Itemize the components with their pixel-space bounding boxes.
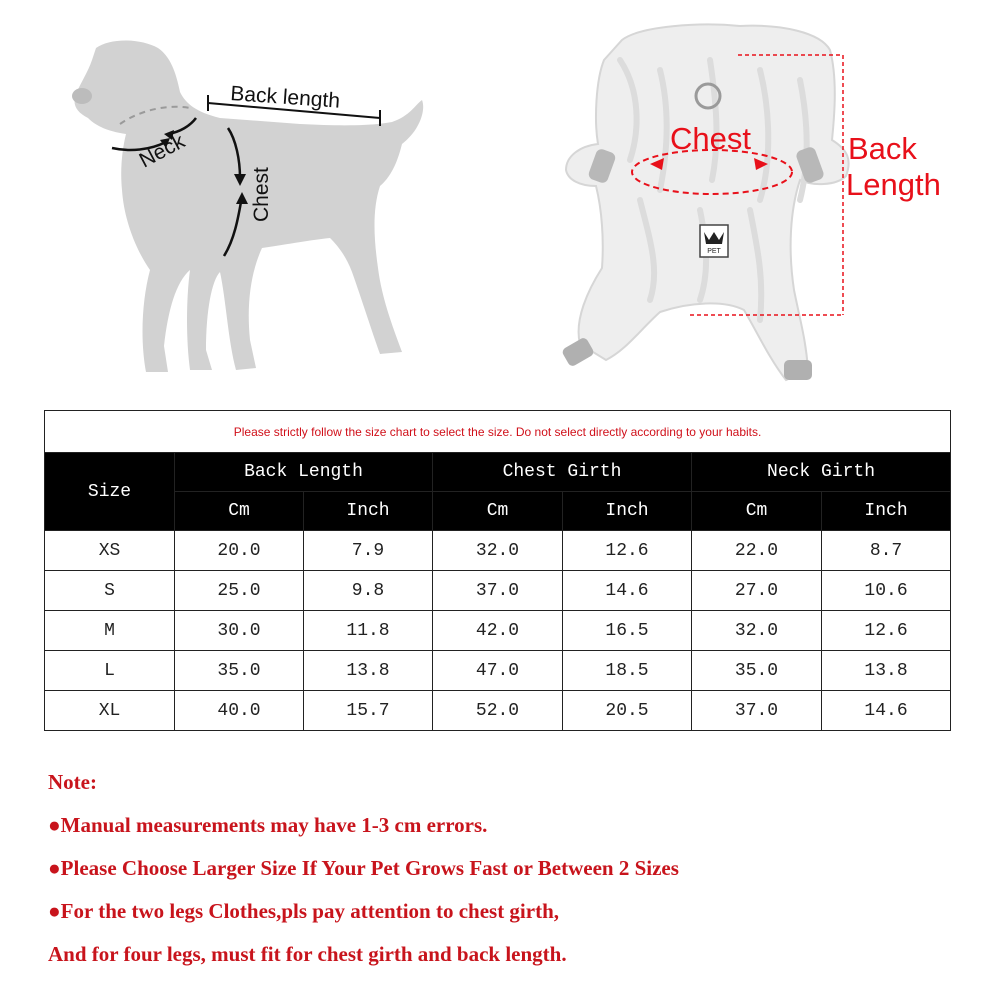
note-line: ●Manual measurements may have 1-3 cm errors.	[48, 813, 488, 837]
table-cell: 16.5	[563, 611, 692, 651]
table-cell: 8.7	[822, 531, 951, 571]
table-row	[45, 611, 951, 651]
table-cell: 13.8	[822, 651, 951, 691]
table-cell: 7.9	[304, 531, 433, 571]
table-cell: 40.0	[175, 691, 304, 731]
coat-image	[561, 25, 941, 380]
table-cell: 37.0	[692, 691, 822, 731]
notes-section	[48, 765, 968, 980]
table-cell: 35.0	[692, 651, 822, 691]
table-cell: 20.0	[175, 531, 304, 571]
table-cell: 18.5	[563, 651, 692, 691]
size-cell: XS	[45, 531, 175, 571]
table-cell: 37.0	[433, 571, 563, 611]
coat-back-label-line2: Length	[846, 167, 941, 202]
table-cell: 15.7	[304, 691, 433, 731]
table-cell: 52.0	[433, 691, 563, 731]
unit-header: Cm	[692, 492, 822, 531]
chest-girth-header: Chest Girth	[433, 453, 692, 492]
size-chart-table	[44, 410, 951, 731]
table-cell: 35.0	[175, 651, 304, 691]
note-line: And for four legs, must fit for chest girth and back length.	[48, 942, 567, 966]
back-length-header: Back Length	[175, 453, 433, 492]
table-cell: 25.0	[175, 571, 304, 611]
table-cell: 27.0	[692, 571, 822, 611]
notes-title: Note:	[48, 770, 97, 794]
table-cell: 11.8	[304, 611, 433, 651]
table-cell: 22.0	[692, 531, 822, 571]
note-line: ●For the two legs Clothes,pls pay attention to chest girth,	[48, 899, 560, 923]
back-length-label: Back length	[229, 82, 341, 113]
coat-chest-label: Chest	[670, 121, 751, 156]
table-cell: 12.6	[822, 611, 951, 651]
size-cell: S	[45, 571, 175, 611]
table-row	[45, 531, 951, 571]
note-line: ●Please Choose Larger Size If Your Pet Grows Fast or Between 2 Sizes	[48, 856, 679, 880]
table-cell: 32.0	[692, 611, 822, 651]
measurement-illustration	[0, 0, 1000, 400]
table-cell: 47.0	[433, 651, 563, 691]
coat-tag-text: PET	[707, 248, 721, 255]
size-cell: XL	[45, 691, 175, 731]
table-row	[45, 691, 951, 731]
table-cell: 30.0	[175, 611, 304, 651]
dog-silhouette	[72, 41, 423, 373]
size-notice: Please strictly follow the size chart to select the size. Do not select directly according to your habits.	[45, 411, 951, 453]
table-row	[45, 571, 951, 611]
unit-header: Cm	[175, 492, 304, 531]
size-column-header: Size	[45, 453, 175, 531]
table-cell: 42.0	[433, 611, 563, 651]
table-cell: 32.0	[433, 531, 563, 571]
table-cell: 13.8	[304, 651, 433, 691]
neck-girth-header: Neck Girth	[692, 453, 951, 492]
table-row	[45, 651, 951, 691]
unit-header: Inch	[563, 492, 692, 531]
size-cell: M	[45, 611, 175, 651]
table-cell: 9.8	[304, 571, 433, 611]
neck-label: Neck	[135, 129, 189, 173]
chest-label: Chest	[250, 167, 273, 222]
table-cell: 14.6	[563, 571, 692, 611]
table-cell: 14.6	[822, 691, 951, 731]
coat-back-label-line1: Back	[848, 131, 917, 166]
unit-header: Inch	[304, 492, 433, 531]
unit-header: Inch	[822, 492, 951, 531]
table-cell: 10.6	[822, 571, 951, 611]
table-cell: 20.5	[563, 691, 692, 731]
size-cell: L	[45, 651, 175, 691]
unit-header: Cm	[433, 492, 563, 531]
table-cell: 12.6	[563, 531, 692, 571]
